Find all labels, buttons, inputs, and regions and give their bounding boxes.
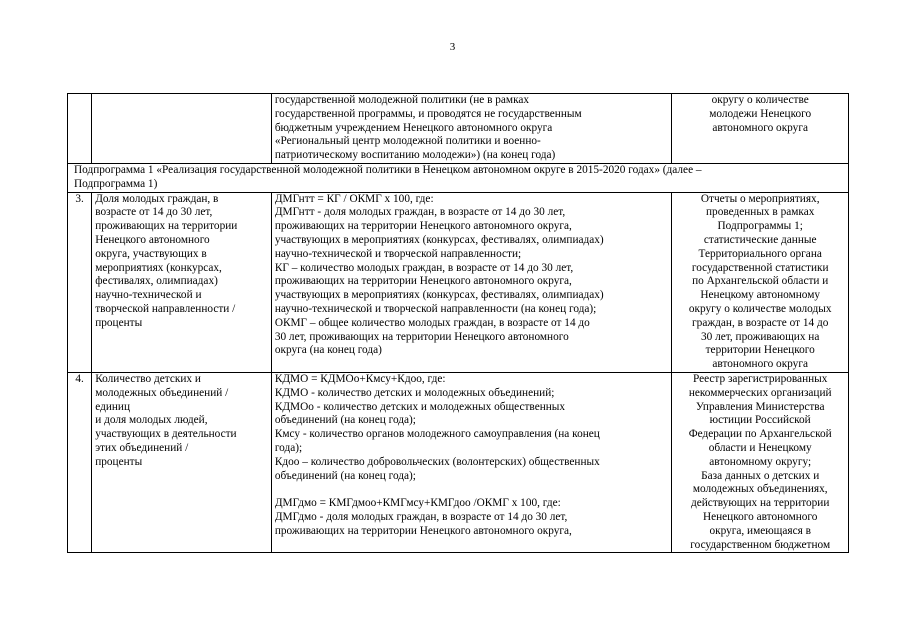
- table-row-continuation: [68, 94, 849, 164]
- formula-line: ДМГнтт = КГ / ОКМГ х 100, где:: [274, 192, 434, 205]
- formula-line: участвующих в мероприятиях (конкурсах, фестивалях, олимпиадах): [274, 233, 604, 246]
- formula-line: ДМГдмо = КМГдмоо+КМГмсу+КМГдоо /ОКМГ х 100, где:: [274, 497, 561, 510]
- source-line: государственной статистики: [691, 261, 829, 274]
- name-line: мероприятиях (конкурсах,: [95, 261, 222, 274]
- name-line: участвующих в деятельности: [95, 428, 237, 441]
- formula-line: научно-технической и творческой направленности;: [274, 247, 522, 260]
- source-line: территории Ненецкого: [705, 344, 815, 357]
- formula-line: 30 лет, проживающих на территории Ненецкого автономного: [274, 330, 569, 343]
- table-row-3: [68, 192, 849, 372]
- formula-line: КГ – количество молодых граждан, в возрасте от 14 до 30 лет,: [274, 261, 574, 274]
- formula-line: проживающих на территории Ненецкого автономного округа,: [274, 524, 572, 537]
- formula-cell: [271, 192, 672, 372]
- formula-cell: [271, 94, 672, 164]
- source-line: автономного округа: [712, 358, 808, 371]
- formula-line: КДМОо - количество детских и молодежных общественных: [274, 400, 566, 413]
- source-line: округа, имеющаяся в: [709, 524, 811, 537]
- source-cell: [672, 94, 849, 164]
- source-line: автономного округа: [712, 121, 808, 134]
- source-line: юстиции Российской: [709, 414, 811, 427]
- source-cell: [672, 372, 849, 552]
- page-number: 3: [449, 41, 456, 53]
- source-line: Подпрограммы 1;: [717, 220, 803, 233]
- source-line: граждан, в возрасте от 14 до: [692, 316, 829, 329]
- source-line: Отчеты о мероприятиях,: [700, 192, 820, 205]
- name-line: проценты: [95, 316, 143, 329]
- row-number-cell: [68, 94, 92, 164]
- indicators-table: [67, 93, 849, 553]
- source-line: округу о количестве: [711, 94, 809, 106]
- name-line: научно-технической и: [95, 289, 202, 302]
- formula-line: научно-технической и творческой направленности (на конец года);: [274, 302, 597, 315]
- source-line: автономному округу;: [709, 455, 812, 468]
- name-line: и доля молодых людей,: [95, 414, 208, 427]
- name-line: молодежных объединений /: [95, 386, 229, 399]
- subprogram-heading-row: [68, 163, 849, 192]
- source-line: молодежи Ненецкого: [709, 107, 812, 120]
- source-line: государственном бюджетном: [690, 538, 831, 551]
- name-line: возрасте от 14 до 30 лет,: [95, 206, 213, 219]
- source-line: База данных о детских и: [701, 469, 820, 482]
- formula-line: объединений (на конец года);: [274, 469, 416, 482]
- formula-line: года);: [274, 441, 303, 454]
- paragraph-gap: [275, 483, 669, 497]
- source-line: проведенных в рамках: [706, 206, 815, 219]
- row-number-cell: 3.: [68, 192, 92, 372]
- formula-line: Кдоо – количество добровольческих (волонтерских) общественных: [274, 455, 600, 468]
- formula-line: «Региональный центр молодежной политики и военно-: [274, 135, 541, 148]
- source-line: Реестр зарегистрированных: [692, 372, 828, 385]
- source-line: Ненецкого автономного: [702, 510, 818, 523]
- name-line: этих объединений /: [95, 441, 189, 454]
- formula-line: государственной молодежной политики (не в рамках: [274, 94, 530, 106]
- source-line: Управления Министерства: [695, 400, 825, 413]
- formula-line: объединений (на конец года);: [274, 414, 416, 427]
- formula-line: Кмсу - количество органов молодежного самоуправления (на конец: [274, 428, 600, 441]
- source-line: области и Ненецкому: [708, 441, 812, 454]
- formula-line: КДМО - количество детских и молодежных объединений;: [274, 386, 555, 399]
- subprogram-line: Подпрограмма 1): [74, 177, 158, 190]
- source-line: Ненецкому автономному: [700, 289, 821, 302]
- formula-cell: [271, 372, 672, 552]
- source-line: некоммерческих организаций: [688, 386, 832, 399]
- name-line: фестивалях, олимпиадах): [95, 275, 218, 288]
- formula-line: патриотическому воспитанию молодежи») (на конец года): [274, 149, 556, 162]
- formula-line: КДМО = КДМОо+Кмсу+Кдоо, где:: [274, 372, 446, 385]
- formula-line: проживающих на территории Ненецкого автономного округа,: [274, 275, 572, 288]
- name-line: проживающих на территории: [95, 220, 238, 233]
- formula-line: округа (на конец года): [274, 344, 382, 357]
- name-line: Доля молодых граждан, в: [95, 192, 219, 205]
- formula-line: проживающих на территории Ненецкого автономного округа,: [274, 220, 572, 233]
- indicator-name-cell: [92, 192, 272, 372]
- subprogram-heading: [68, 163, 849, 192]
- formula-line: ДМГдмо - доля молодых граждан, в возрасте от 14 до 30 лет,: [274, 510, 568, 523]
- formula-line: государственной программы, и проводятся не государственным: [274, 107, 582, 120]
- name-line: проценты: [95, 455, 143, 468]
- source-line: Территориального органа: [698, 247, 822, 260]
- source-cell: [672, 192, 849, 372]
- formula-line: участвующих в мероприятиях (конкурсах, фестивалях, олимпиадах): [274, 289, 604, 302]
- name-line: единиц: [95, 400, 130, 413]
- name-line: Ненецкого автономного: [95, 233, 210, 246]
- source-line: по Архангельской области и: [692, 275, 829, 288]
- source-line: 30 лет, проживающих на: [701, 330, 820, 343]
- formula-line: бюджетным учреждением Ненецкого автономного округа: [274, 121, 553, 134]
- indicator-name-cell: [92, 94, 272, 164]
- subprogram-line: Подпрограмма 1 «Реализация государственной молодежной политики в Ненецком автономном округе в 2015-2020 годах» (далее –: [74, 163, 702, 176]
- source-line: молодежных объединениях,: [692, 483, 828, 496]
- indicator-name-cell: [92, 372, 272, 552]
- source-line: действующих на территории: [691, 497, 830, 510]
- source-line: статистические данные: [703, 233, 817, 246]
- formula-line: ДМГнтт - доля молодых граждан, в возрасте от 14 до 30 лет,: [274, 206, 566, 219]
- name-line: творческой направленности /: [95, 302, 236, 315]
- source-line: округу о количестве молодых: [688, 302, 832, 315]
- name-line: Количество детских и: [95, 372, 201, 385]
- name-line: округа, участвующих в: [95, 247, 207, 260]
- formula-line: ОКМГ – общее количество молодых граждан, в возрасте от 14 до: [274, 316, 590, 329]
- row-number-cell: 4.: [68, 372, 92, 552]
- source-line: Федерации по Архангельской: [688, 428, 832, 441]
- table-row-4: [68, 372, 849, 552]
